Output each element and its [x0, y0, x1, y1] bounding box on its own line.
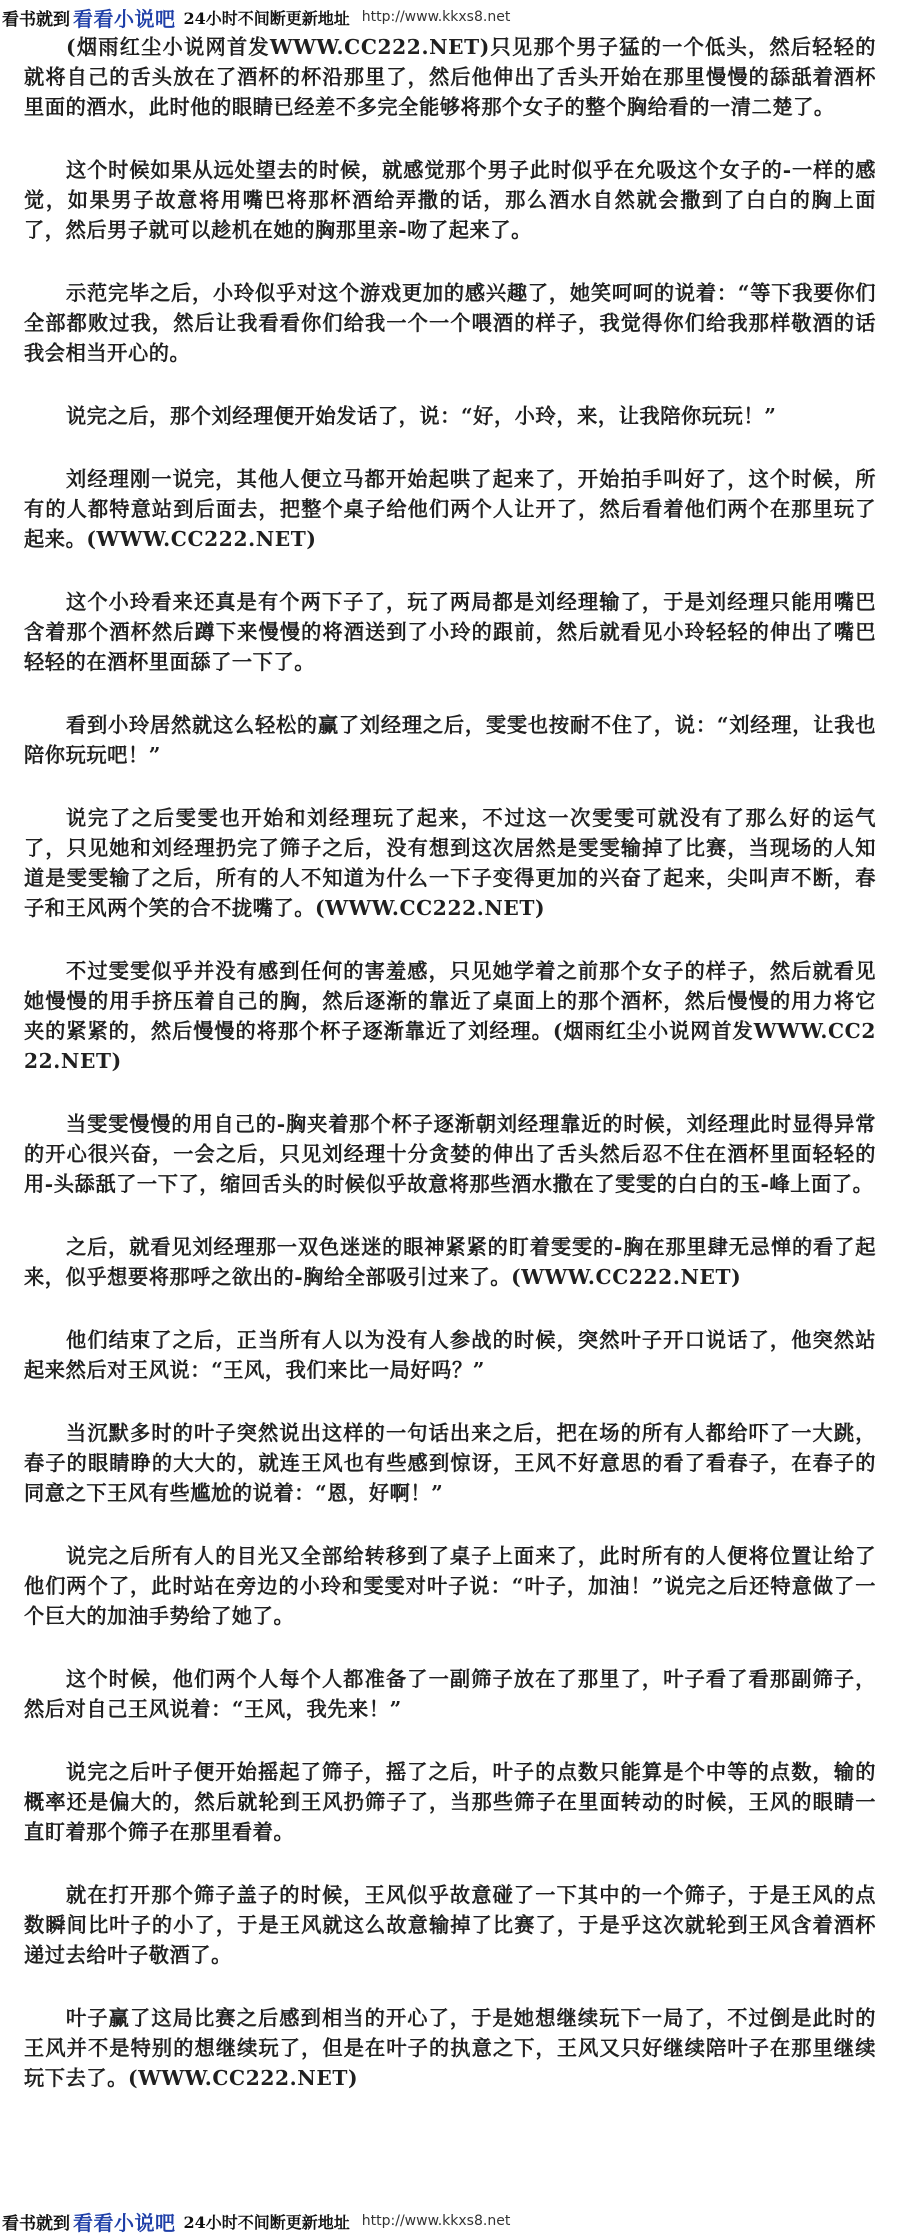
paragraph-9: 不过雯雯似乎并没有感到任何的害羞感，只见她学着之前那个女子的样子，然后就看见她慢慢的用手挤压着自己的胸，然后逐渐的靠近了桌面上的那个酒杯，然后慢慢的用力将它夹的紧紧的，然后慢慢的将那个杯子逐渐靠近了刘经理。(烟雨红尘小说网首发WWW.CC222.NET) [24, 959, 876, 1073]
banner-site-name[interactable]: 看看小说吧 [73, 2210, 176, 2235]
banner-url-link[interactable]: http://www.kkxs8.net [361, 9, 511, 25]
header-banner [0, 4, 900, 30]
paragraph-6: 这个小玲看来还真是有个两下子了，玩了两局都是刘经理输了，于是刘经理只能用嘴巴含着那个酒杯然后蹲下来慢慢的将酒送到了小玲的跟前，然后就看见小玲轻轻的伸出了嘴巴轻轻的在酒杯里面舔了一下了。 [24, 590, 876, 674]
paragraph-13: 当沉默多时的叶子突然说出这样的一句话出来之后，把在场的所有人都给吓了一大跳，春子的眼睛睁的大大的，就连王风也有些感到惊讶，王风不好意思的看了看春子，在春子的同意之下王风有些尴尬的说着：“恩，好啊！” [24, 1421, 876, 1505]
paragraph-2: 这个时候如果从远处望去的时候，就感觉那个男子此时似乎在允吸这个女子的-一样的感觉，如果男子故意将用嘴巴将那杯酒给弄撒的话，那么酒水自然就会撒到了白白的胸上面了，然后男子就可以趁机在她的胸那里亲-吻了起来了。 [24, 158, 876, 242]
paragraph-16: 说完之后叶子便开始摇起了筛子，摇了之后，叶子的点数只能算是个中等的点数，输的概率还是偏大的，然后就轮到王风扔筛子了，当那些筛子在里面转动的时候，王风的眼睛一直盯着那个筛子在那里看着。 [24, 1760, 876, 1844]
banner-lead-text: 看书就到 [2, 2213, 70, 2234]
paragraph-1: (烟雨红尘小说网首发WWW.CC222.NET)只见那个男子猛的一个低头，然后轻轻的就将自己的舌头放在了酒杯的杯沿那里了，然后他伸出了舌头开始在那里慢慢的舔舐着酒杯里面的酒水，此时他的眼睛已经差不多完全能够将那个女子的整个胸给看的一清二楚了。 [24, 35, 876, 119]
paragraph-7: 看到小玲居然就这么轻松的赢了刘经理之后，雯雯也按耐不住了，说：“刘经理，让我也陪你玩玩吧！” [24, 713, 876, 767]
paragraph-5: 刘经理刚一说完，其他人便立马都开始起哄了起来了，开始拍手叫好了，这个时候，所有的人都特意站到后面去，把整个桌子给他们两个人让开了，然后看着他们两个在那里玩了起来。(WWW.CC222.NET) [24, 467, 876, 551]
banner-update-note: 24小时不间断更新地址 [183, 2212, 350, 2232]
article-body [24, 32, 876, 2126]
paragraph-17: 就在打开那个筛子盖子的时候，王风似乎故意碰了一下其中的一个筛子，于是王风的点数瞬间比叶子的小了，于是王风就这么故意输掉了比赛了，于是乎这次就轮到王风含着酒杯递过去给叶子敬酒了。 [24, 1883, 876, 1967]
paragraph-10: 当雯雯慢慢的用自己的-胸夹着那个杯子逐渐朝刘经理靠近的时候，刘经理此时显得异常的开心很兴奋，一会之后，只见刘经理十分贪婪的伸出了舌头然后忍不住在酒杯里面轻轻的用-头舔舐了一下了，缩回舌头的时候似乎故意将那些酒水撒在了雯雯的白白的玉-峰上面了。 [24, 1112, 876, 1196]
banner-lead-text: 看书就到 [2, 9, 70, 30]
paragraph-15: 这个时候，他们两个人每个人都准备了一副筛子放在了那里了，叶子看了看那副筛子，然后对自己王风说着：“王风，我先来！” [24, 1667, 876, 1721]
banner-update-note: 24小时不间断更新地址 [183, 8, 350, 28]
paragraph-14: 说完之后所有人的目光又全部给转移到了桌子上面来了，此时所有的人便将位置让给了他们两个了，此时站在旁边的小玲和雯雯对叶子说：“叶子，加油！”说完之后还特意做了一个巨大的加油手势给了她了。 [24, 1544, 876, 1628]
paragraph-18: 叶子赢了这局比赛之后感到相当的开心了，于是她想继续玩下一局了，不过倒是此时的王风并不是特别的想继续玩了，但是在叶子的执意之下，王风又只好继续陪叶子在那里继续玩下去了。(WWW.CC222.NET) [24, 2006, 876, 2090]
paragraph-8: 说完了之后雯雯也开始和刘经理玩了起来，不过这一次雯雯可就没有了那么好的运气了，只见她和刘经理扔完了筛子之后，没有想到这次居然是雯雯输掉了比赛，当现场的人知道是雯雯输了之后，所有的人不知道为什么一下子变得更加的兴奋了起来，尖叫声不断，春子和王风两个笑的合不拢嘴了。(WWW.CC222.NET) [24, 806, 876, 920]
banner-site-name[interactable]: 看看小说吧 [73, 6, 176, 31]
paragraph-12: 他们结束了之后，正当所有人以为没有人参战的时候，突然叶子开口说话了，他突然站起来然后对王风说：“王风，我们来比一局好吗？” [24, 1328, 876, 1382]
paragraph-4: 说完之后，那个刘经理便开始发话了，说：“好，小玲，来，让我陪你玩玩！” [66, 404, 777, 428]
paragraph-3: 示范完毕之后，小玲似乎对这个游戏更加的感兴趣了，她笑呵呵的说着：“等下我要你们全部都败过我，然后让我看看你们给我一个一个喂酒的样子，我觉得你们给我那样敬酒的话我会相当开心的。 [24, 281, 876, 365]
banner-url-link[interactable]: http://www.kkxs8.net [361, 2213, 511, 2229]
paragraph-11: 之后，就看见刘经理那一双色迷迷的眼神紧紧的盯着雯雯的-胸在那里肆无忌惮的看了起来，似乎想要将那呼之欲出的-胸给全部吸引过来了。(WWW.CC222.NET) [24, 1235, 876, 1289]
footer-banner [0, 2208, 900, 2234]
